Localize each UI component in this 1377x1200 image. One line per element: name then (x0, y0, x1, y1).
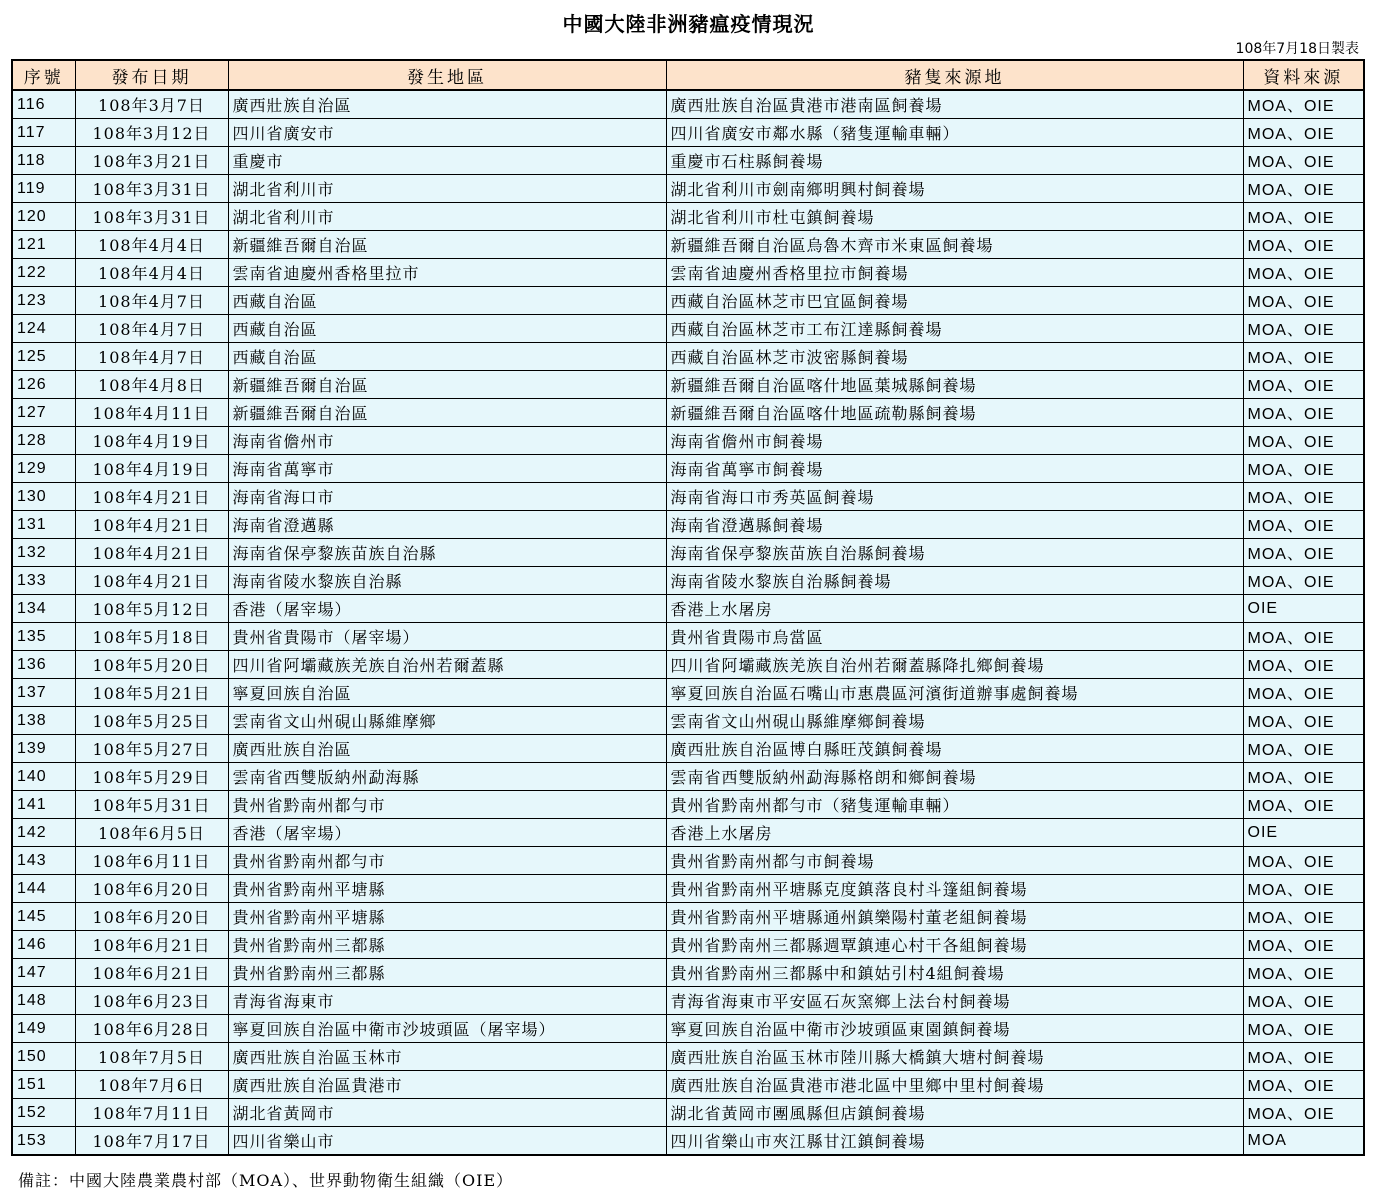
cell-area: 海南省陵水黎族自治縣 (228, 567, 666, 595)
cell-date: 108年3月31日 (75, 203, 228, 231)
cell-area: 貴州省黔南州三都縣 (228, 931, 666, 959)
cell-area: 廣西壯族自治區 (228, 90, 666, 119)
cell-area: 廣西壯族自治區玉林市 (228, 1043, 666, 1071)
cell-area: 廣西壯族自治區貴港市 (228, 1071, 666, 1099)
cell-source: MOA、OIE (1243, 567, 1364, 595)
cell-no: 135 (12, 623, 75, 651)
cell-no: 128 (12, 427, 75, 455)
cell-source: MOA、OIE (1243, 231, 1364, 259)
cell-area: 湖北省利川市 (228, 175, 666, 203)
cell-date: 108年6月20日 (75, 875, 228, 903)
cell-date: 108年4月4日 (75, 231, 228, 259)
cell-area: 貴州省貴陽市（屠宰場） (228, 623, 666, 651)
cell-no: 125 (12, 343, 75, 371)
cell-area: 湖北省黃岡市 (228, 1099, 666, 1127)
table-row (12, 259, 1364, 287)
table-row (12, 90, 1364, 119)
cell-source: MOA、OIE (1243, 119, 1364, 147)
header-area: 發生地區 (228, 60, 666, 90)
cell-source: MOA、OIE (1243, 1071, 1364, 1099)
cell-area: 貴州省黔南州平塘縣 (228, 903, 666, 931)
cell-date: 108年3月7日 (75, 90, 228, 119)
made-date: 108年7月18日製表 (1235, 41, 1359, 57)
cell-source: MOA、OIE (1243, 791, 1364, 819)
cell-area: 海南省保亭黎族苗族自治縣 (228, 539, 666, 567)
cell-no: 151 (12, 1071, 75, 1099)
cell-no: 144 (12, 875, 75, 903)
cell-area: 四川省樂山市 (228, 1127, 666, 1156)
cell-date: 108年7月5日 (75, 1043, 228, 1071)
cell-area: 西藏自治區 (228, 287, 666, 315)
cell-source: MOA、OIE (1243, 1099, 1364, 1127)
table-row (12, 511, 1364, 539)
table-row (12, 119, 1364, 147)
cell-date: 108年6月5日 (75, 819, 228, 847)
cell-origin: 廣西壯族自治區玉林市陸川縣大橋鎮大塘村飼養場 (666, 1043, 1243, 1071)
cell-origin: 新疆維吾爾自治區喀什地區疏勒縣飼養場 (666, 399, 1243, 427)
cell-date: 108年7月11日 (75, 1099, 228, 1127)
cell-source: MOA、OIE (1243, 90, 1364, 119)
cell-no: 142 (12, 819, 75, 847)
table-row (12, 763, 1364, 791)
cell-date: 108年5月18日 (75, 623, 228, 651)
cell-area: 海南省澄邁縣 (228, 511, 666, 539)
cell-area: 香港（屠宰場） (228, 595, 666, 623)
cell-area: 雲南省文山州硯山縣維摩鄉 (228, 707, 666, 735)
cell-no: 137 (12, 679, 75, 707)
cell-no: 117 (12, 119, 75, 147)
cell-date: 108年6月28日 (75, 1015, 228, 1043)
cell-origin: 寧夏回族自治區中衛市沙坡頭區東園鎮飼養場 (666, 1015, 1243, 1043)
cell-no: 138 (12, 707, 75, 735)
table-row (12, 1015, 1364, 1043)
cell-origin: 四川省阿壩藏族羌族自治州若爾蓋縣降扎鄉飼養場 (666, 651, 1243, 679)
cell-no: 140 (12, 763, 75, 791)
cell-date: 108年4月21日 (75, 511, 228, 539)
cell-source: MOA、OIE (1243, 399, 1364, 427)
cell-date: 108年3月12日 (75, 119, 228, 147)
table-row (12, 315, 1364, 343)
cell-source: MOA、OIE (1243, 763, 1364, 791)
cell-source: MOA、OIE (1243, 343, 1364, 371)
table-row (12, 427, 1364, 455)
cell-origin: 雲南省西雙版納州勐海縣格朗和鄉飼養場 (666, 763, 1243, 791)
table-row (12, 1043, 1364, 1071)
cell-origin: 湖北省利川市劍南鄉明興村飼養場 (666, 175, 1243, 203)
cell-no: 139 (12, 735, 75, 763)
cell-area: 海南省儋州市 (228, 427, 666, 455)
cell-origin: 湖北省黃岡市團風縣但店鎮飼養場 (666, 1099, 1243, 1127)
table-row (12, 1127, 1364, 1156)
cell-origin: 貴州省黔南州三都縣週覃鎮連心村干各組飼養場 (666, 931, 1243, 959)
cell-source: MOA、OIE (1243, 679, 1364, 707)
header-row (12, 60, 1364, 90)
cell-source: MOA、OIE (1243, 483, 1364, 511)
cell-date: 108年4月21日 (75, 483, 228, 511)
table-row (12, 539, 1364, 567)
table-row (12, 1071, 1364, 1099)
cell-origin: 貴州省黔南州平塘縣克度鎮落良村斗篷組飼養場 (666, 875, 1243, 903)
cell-area: 貴州省黔南州三都縣 (228, 959, 666, 987)
cell-area: 西藏自治區 (228, 315, 666, 343)
cell-date: 108年5月21日 (75, 679, 228, 707)
cell-area: 貴州省黔南州平塘縣 (228, 875, 666, 903)
table-row (12, 203, 1364, 231)
cell-no: 121 (12, 231, 75, 259)
cell-area: 湖北省利川市 (228, 203, 666, 231)
cell-area: 寧夏回族自治區中衛市沙坡頭區（屠宰場） (228, 1015, 666, 1043)
cell-no: 132 (12, 539, 75, 567)
cell-no: 120 (12, 203, 75, 231)
cell-area: 香港（屠宰場） (228, 819, 666, 847)
cell-date: 108年4月8日 (75, 371, 228, 399)
cell-area: 四川省阿壩藏族羌族自治州若爾蓋縣 (228, 651, 666, 679)
cell-no: 147 (12, 959, 75, 987)
cell-source: MOA、OIE (1243, 931, 1364, 959)
cell-area: 貴州省黔南州都勻市 (228, 847, 666, 875)
cell-date: 108年4月21日 (75, 567, 228, 595)
table-row (12, 791, 1364, 819)
cell-origin: 海南省海口市秀英區飼養場 (666, 483, 1243, 511)
cell-source: MOA、OIE (1243, 175, 1364, 203)
cell-origin: 重慶市石柱縣飼養場 (666, 147, 1243, 175)
cell-date: 108年4月4日 (75, 259, 228, 287)
cell-date: 108年6月11日 (75, 847, 228, 875)
cell-source: MOA、OIE (1243, 1043, 1364, 1071)
table-row (12, 1099, 1364, 1127)
cell-date: 108年5月20日 (75, 651, 228, 679)
cell-origin: 海南省保亭黎族苗族自治縣飼養場 (666, 539, 1243, 567)
cell-no: 123 (12, 287, 75, 315)
cell-date: 108年6月21日 (75, 959, 228, 987)
cell-no: 134 (12, 595, 75, 623)
cell-origin: 貴州省貴陽市烏當區 (666, 623, 1243, 651)
cell-no: 124 (12, 315, 75, 343)
table-row (12, 735, 1364, 763)
cell-origin: 雲南省迪慶州香格里拉市飼養場 (666, 259, 1243, 287)
cell-source: MOA、OIE (1243, 651, 1364, 679)
cell-source: MOA、OIE (1243, 287, 1364, 315)
cell-date: 108年4月21日 (75, 539, 228, 567)
cell-area: 廣西壯族自治區 (228, 735, 666, 763)
cell-no: 146 (12, 931, 75, 959)
cell-area: 雲南省迪慶州香格里拉市 (228, 259, 666, 287)
table-row (12, 875, 1364, 903)
cell-no: 119 (12, 175, 75, 203)
table-body (12, 90, 1364, 1155)
table-row (12, 175, 1364, 203)
cell-origin: 青海省海東市平安區石灰窯鄉上法台村飼養場 (666, 987, 1243, 1015)
cell-source: MOA、OIE (1243, 315, 1364, 343)
cell-origin: 貴州省黔南州三都縣中和鎮姑引村4組飼養場 (666, 959, 1243, 987)
cell-origin: 海南省澄邁縣飼養場 (666, 511, 1243, 539)
cell-date: 108年5月12日 (75, 595, 228, 623)
cell-date: 108年6月20日 (75, 903, 228, 931)
cell-origin: 新疆維吾爾自治區烏魯木齊市米東區飼養場 (666, 231, 1243, 259)
cell-area: 貴州省黔南州都勻市 (228, 791, 666, 819)
cell-area: 西藏自治區 (228, 343, 666, 371)
cell-origin: 西藏自治區林芝市波密縣飼養場 (666, 343, 1243, 371)
table-row (12, 455, 1364, 483)
cell-origin: 貴州省黔南州平塘縣通州鎮樂陽村董老組飼養場 (666, 903, 1243, 931)
cell-source: MOA、OIE (1243, 427, 1364, 455)
cell-origin: 新疆維吾爾自治區喀什地區葉城縣飼養場 (666, 371, 1243, 399)
cell-no: 152 (12, 1099, 75, 1127)
table-header (12, 60, 1364, 90)
header-origin: 豬隻來源地 (666, 60, 1243, 90)
cell-date: 108年6月21日 (75, 931, 228, 959)
cell-date: 108年5月25日 (75, 707, 228, 735)
table-row (12, 847, 1364, 875)
cell-date: 108年3月21日 (75, 147, 228, 175)
cell-source: MOA、OIE (1243, 987, 1364, 1015)
cell-no: 149 (12, 1015, 75, 1043)
cell-no: 127 (12, 399, 75, 427)
header-no: 序號 (12, 60, 75, 90)
footnote: 備註：中國大陸農業農村部（MOA）、世界動物衛生組織（OIE） (18, 1171, 514, 1190)
cell-source: MOA (1243, 1127, 1364, 1156)
cell-origin: 海南省陵水黎族自治縣飼養場 (666, 567, 1243, 595)
header-source: 資料來源 (1243, 60, 1364, 90)
table-row (12, 567, 1364, 595)
cell-area: 新疆維吾爾自治區 (228, 399, 666, 427)
table-row (12, 651, 1364, 679)
table-row (12, 903, 1364, 931)
cell-date: 108年3月31日 (75, 175, 228, 203)
cell-source: MOA、OIE (1243, 259, 1364, 287)
cell-origin: 廣西壯族自治區貴港市港北區中里鄉中里村飼養場 (666, 1071, 1243, 1099)
cell-source: MOA、OIE (1243, 371, 1364, 399)
table-row (12, 931, 1364, 959)
cell-area: 四川省廣安市 (228, 119, 666, 147)
cell-area: 新疆維吾爾自治區 (228, 371, 666, 399)
cell-origin: 湖北省利川市杜屯鎮飼養場 (666, 203, 1243, 231)
cell-no: 126 (12, 371, 75, 399)
outbreak-table (11, 59, 1365, 1156)
cell-source: MOA、OIE (1243, 203, 1364, 231)
cell-date: 108年6月23日 (75, 987, 228, 1015)
cell-no: 148 (12, 987, 75, 1015)
table-row (12, 343, 1364, 371)
cell-origin: 海南省萬寧市飼養場 (666, 455, 1243, 483)
cell-no: 116 (12, 90, 75, 119)
cell-no: 153 (12, 1127, 75, 1156)
cell-source: MOA、OIE (1243, 959, 1364, 987)
cell-source: MOA、OIE (1243, 455, 1364, 483)
table-row (12, 147, 1364, 175)
cell-source: MOA、OIE (1243, 623, 1364, 651)
cell-source: OIE (1243, 595, 1364, 623)
cell-source: MOA、OIE (1243, 847, 1364, 875)
cell-origin: 海南省儋州市飼養場 (666, 427, 1243, 455)
cell-no: 133 (12, 567, 75, 595)
cell-date: 108年4月19日 (75, 427, 228, 455)
cell-date: 108年5月31日 (75, 791, 228, 819)
cell-no: 118 (12, 147, 75, 175)
cell-source: MOA、OIE (1243, 147, 1364, 175)
cell-no: 131 (12, 511, 75, 539)
table-row (12, 399, 1364, 427)
cell-date: 108年4月7日 (75, 315, 228, 343)
cell-source: MOA、OIE (1243, 735, 1364, 763)
cell-date: 108年4月7日 (75, 343, 228, 371)
table-row (12, 707, 1364, 735)
cell-area: 寧夏回族自治區 (228, 679, 666, 707)
cell-date: 108年4月19日 (75, 455, 228, 483)
page-title: 中國大陸非洲豬瘟疫情現況 (562, 12, 815, 36)
cell-no: 122 (12, 259, 75, 287)
header-date: 發布日期 (75, 60, 228, 90)
cell-origin: 西藏自治區林芝市巴宜區飼養場 (666, 287, 1243, 315)
cell-origin: 廣西壯族自治區貴港市港南區飼養場 (666, 90, 1243, 119)
cell-source: MOA、OIE (1243, 875, 1364, 903)
cell-source: MOA、OIE (1243, 539, 1364, 567)
cell-area: 海南省海口市 (228, 483, 666, 511)
table-row (12, 819, 1364, 847)
cell-source: MOA、OIE (1243, 1015, 1364, 1043)
cell-date: 108年5月29日 (75, 763, 228, 791)
cell-no: 145 (12, 903, 75, 931)
cell-area: 青海省海東市 (228, 987, 666, 1015)
table-row (12, 679, 1364, 707)
table-row (12, 231, 1364, 259)
cell-no: 150 (12, 1043, 75, 1071)
cell-origin: 雲南省文山州硯山縣維摩鄉飼養場 (666, 707, 1243, 735)
cell-no: 129 (12, 455, 75, 483)
cell-source: MOA、OIE (1243, 707, 1364, 735)
table-row (12, 371, 1364, 399)
cell-origin: 四川省廣安市鄰水縣（豬隻運輸車輛） (666, 119, 1243, 147)
cell-no: 141 (12, 791, 75, 819)
cell-origin: 香港上水屠房 (666, 819, 1243, 847)
cell-date: 108年4月11日 (75, 399, 228, 427)
cell-area: 雲南省西雙版納州勐海縣 (228, 763, 666, 791)
table-row (12, 623, 1364, 651)
table-row (12, 483, 1364, 511)
cell-date: 108年5月27日 (75, 735, 228, 763)
cell-origin: 廣西壯族自治區博白縣旺茂鎮飼養場 (666, 735, 1243, 763)
cell-date: 108年7月6日 (75, 1071, 228, 1099)
table-row (12, 959, 1364, 987)
table-row (12, 287, 1364, 315)
cell-origin: 寧夏回族自治區石嘴山市惠農區河濱街道辦事處飼養場 (666, 679, 1243, 707)
cell-origin: 貴州省黔南州都勻市飼養場 (666, 847, 1243, 875)
table-row (12, 987, 1364, 1015)
cell-area: 新疆維吾爾自治區 (228, 231, 666, 259)
cell-origin: 貴州省黔南州都勻市（豬隻運輸車輛） (666, 791, 1243, 819)
cell-source: OIE (1243, 819, 1364, 847)
cell-origin: 西藏自治區林芝市工布江達縣飼養場 (666, 315, 1243, 343)
cell-origin: 四川省樂山市夾江縣甘江鎮飼養場 (666, 1127, 1243, 1156)
cell-date: 108年7月17日 (75, 1127, 228, 1156)
cell-date: 108年4月7日 (75, 287, 228, 315)
cell-area: 海南省萬寧市 (228, 455, 666, 483)
cell-no: 136 (12, 651, 75, 679)
cell-area: 重慶市 (228, 147, 666, 175)
cell-no: 143 (12, 847, 75, 875)
cell-origin: 香港上水屠房 (666, 595, 1243, 623)
cell-source: MOA、OIE (1243, 511, 1364, 539)
table-row (12, 595, 1364, 623)
cell-no: 130 (12, 483, 75, 511)
cell-source: MOA、OIE (1243, 903, 1364, 931)
